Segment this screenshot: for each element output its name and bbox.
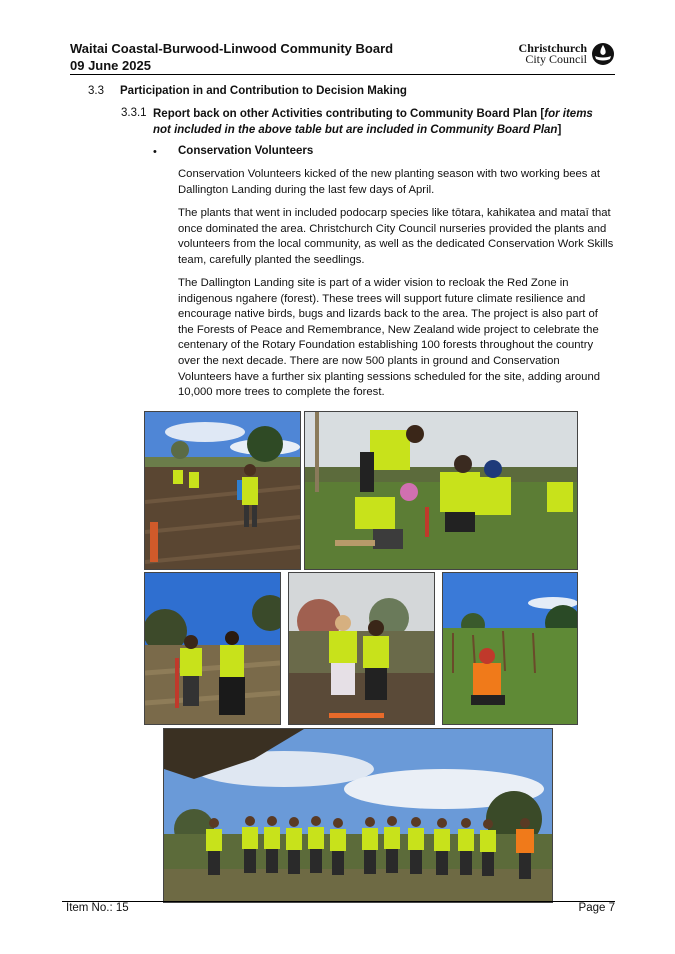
bullet-marker: • bbox=[153, 146, 157, 158]
section-number: 3.3 bbox=[88, 85, 104, 97]
council-logo bbox=[519, 42, 615, 66]
subsection-title-text: Report back on other Activities contributing to Community Board Plan bbox=[153, 108, 538, 120]
photo-pair-volunteers bbox=[288, 572, 435, 725]
paragraph-3: The Dallington Landing site is part of a wider vision to recloak the Red Zone in indigenous ngahere (forest). These trees will support future climate resilience and encourage native birds, bugs and lizards back to the area. The project is also part of the Forests of Peace and Remembrance, New Zealand wide project to celebrate the centenary of the Rotary Foundation establishing 100 forests throughout the country over the next decade. There are now 500 plants in ground and Conservation Volunteers have a further six planting sessions scheduled for the site, adding around 10,000 more trees to complete the forest. bbox=[178, 277, 601, 399]
section-title: Participation in and Contribution to Decision Making bbox=[120, 85, 407, 97]
item-number: Item No.: 15 bbox=[66, 902, 129, 914]
photo-children-planting bbox=[144, 411, 301, 570]
board-title: Waitai Coastal-Burwood-Linwood Community Board bbox=[70, 41, 394, 56]
paragraph-1: Conservation Volunteers kicked of the new planting season with two working bees at Dallington Landing during the last few days of April. bbox=[178, 168, 600, 196]
subsection-title-italic: for items not included in the above table but are included in Community Board Plan bbox=[153, 108, 593, 136]
subsection-title bbox=[153, 107, 603, 138]
page-number: Page 7 bbox=[578, 902, 615, 914]
footer-divider bbox=[62, 901, 615, 902]
council-emblem-icon bbox=[591, 42, 615, 66]
paragraph-2: The plants that went in included podocarp species like tōtara, kahikatea and mataī that once dominated the area. Christchurch City Council nurseries provided the plants and volunteers from the local community, as well as the dedicated Conservation Work Skills team, carefully planted the seedlings. bbox=[178, 207, 614, 266]
photo-volunteers-kneeling bbox=[304, 411, 578, 570]
logo-line2: City Council bbox=[525, 52, 587, 66]
photo-worker-orange bbox=[442, 572, 578, 725]
subsection-number: 3.3.1 bbox=[121, 107, 147, 119]
header-divider bbox=[70, 74, 615, 75]
photo-two-volunteers bbox=[144, 572, 281, 725]
logo-line1: Christchurch bbox=[518, 41, 587, 55]
photo-group-volunteers bbox=[163, 728, 553, 903]
subsection-bracket-close: ] bbox=[557, 123, 562, 136]
subsection-bracket-open: [ bbox=[537, 108, 545, 120]
meeting-date: 09 June 2025 bbox=[70, 58, 151, 73]
bullet-title: Conservation Volunteers bbox=[178, 145, 314, 157]
